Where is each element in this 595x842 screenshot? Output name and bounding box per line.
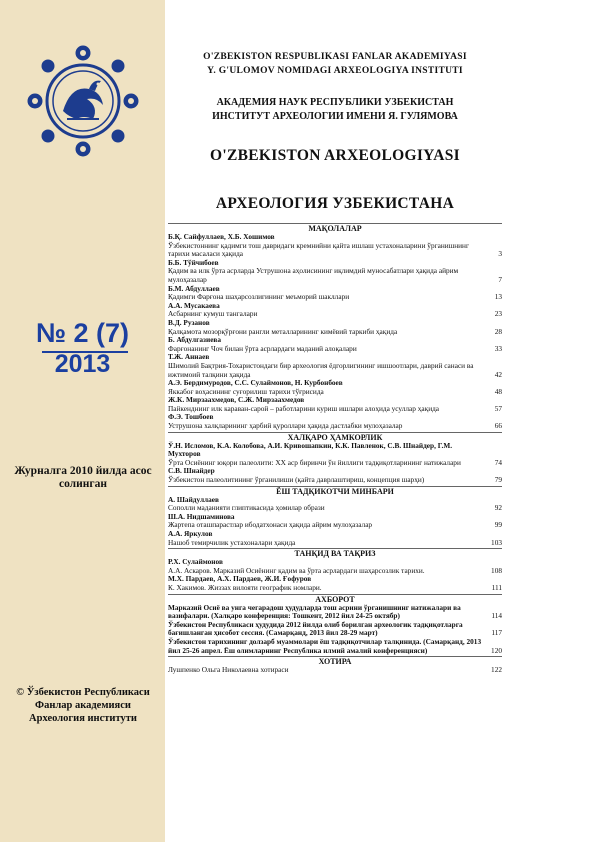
contents-entry (168, 638, 502, 655)
contents-entry (168, 575, 502, 592)
section-heading: ХАЛҚАРО ҲАМКОРЛИК (168, 432, 502, 442)
entry-title: К. Хакимов. Жиззах вилояти географик номлари. (168, 582, 322, 592)
contents-entry (168, 558, 502, 575)
institution-latin-1: O'ZBEKISTON RESPUBLIKASI FANLAR AKADEMIYASI (203, 52, 467, 62)
contents-entry (168, 666, 502, 675)
entry-page-number: 120 (491, 645, 502, 655)
copyright-note: © Ўзбекистон Республикаси Фанлар академияси Археология институти (16, 687, 150, 724)
entry-title: Пайкенднинг илк караван-сарой – работларини куриш ишлари алоҳида усуллар ҳақида (168, 403, 440, 413)
entry-page-number: 103 (491, 537, 502, 547)
entry-title: Ўрта Осиёнинг юқори палеолити: ХХ аср биринчи ўн йиллиги тадқиқотларининг натижалари (168, 457, 461, 467)
contents-entry (168, 530, 502, 547)
entry-page-number: 74 (494, 457, 502, 467)
entry-title: Шимолий Бақтрия-Тохаристондаги бир археология ёдгорлигининг ишшоотлари, даврий санаси ва ижтимоий талқини ҳақида (168, 360, 474, 379)
entry-title: Ўзбекистоннинг қадимги тош давридаги кремнийни қайта ишлаш устахоналарини ўрганишнинг тарихи масаласи ҳақида (168, 240, 469, 259)
entry-title: Қадим ва илк ўрта асрларда Уструшона аҳолисининг иқлимдий муносабатлари ҳақида айрим мулоҳазалар (168, 266, 459, 284)
section-heading: МАҚОЛАЛАР (168, 223, 502, 233)
table-of-contents (168, 222, 502, 675)
contents-entry (168, 513, 502, 530)
entry-title: Қалқамота мозорқўрғони рангли металларининг кимёвий таркиби ҳақида (168, 326, 398, 336)
entry-authors: Ж.К. Мирзаахмедов, С.Ж. Мирзаахмедов (168, 395, 305, 405)
section-heading: АХБОРОТ (168, 594, 502, 604)
entry-title: Марказий Осиё ва унга чегарадош ҳудудларда тош асрини ўрганишнинг натижалари ва вазифалари. (Халқаро конференция: Тошкент, 2012 йил 24-25 октябр) (168, 602, 461, 621)
entry-authors: А. Шайдуллаев (168, 494, 219, 504)
entry-authors: А.А. Мусакаева (168, 300, 220, 310)
contents-entry (168, 233, 502, 259)
entry-page-number: 122 (491, 665, 502, 675)
entry-title: Ўзбекистон тарихининг долзарб муаммолари ёш тадқиқотчилар талқинида. (Самарқанд, 2013 йил 25-26 апрел. Ёш олимларнинг Республика илмий амалий конференцияси) (168, 636, 482, 655)
entry-title: А.А. Аскаров. Марказий Осиёнинг қадим ва ўрта асрлардаги шаҳарсозлик тарихи. (168, 565, 425, 575)
contents-entry (168, 496, 502, 513)
entry-authors: С.В. Шнайдер (168, 466, 215, 476)
section-heading: ЁШ ТАДҚИКОТЧИ МИНБАРИ (168, 486, 502, 496)
contents-entry (168, 413, 502, 430)
entry-page-number: 114 (491, 611, 502, 621)
entry-authors: Б. Абдулгазиева (168, 335, 222, 345)
section-heading: ХОТИРА (168, 656, 502, 666)
entry-authors: В.Д. Рузанов (168, 317, 210, 327)
journal-title-russian: АРХЕОЛОГИЯ УЗБЕКИСТАНА (215, 195, 455, 212)
entry-page-number: 3 (498, 249, 502, 259)
contents-entry (168, 302, 502, 319)
entry-page-number: 108 (491, 565, 502, 575)
section-heading: ТАНҚИД ВА ТАҚРИЗ (168, 548, 502, 558)
founded-note: Журналга 2010 йилда асос солинган (14, 465, 152, 490)
contents-entry (168, 621, 502, 638)
entry-page-number: 23 (494, 309, 502, 319)
institution-russian-2: ИНСТИТУТ АРХЕОЛОГИИ ИМЕНИ Я. ГУЛЯМОВА (212, 111, 458, 122)
entry-title: Жартепа оташпарастлар ибодатхонаси ҳақида айрим мулоҳазалар (168, 520, 373, 530)
entry-page-number: 92 (494, 503, 502, 513)
entry-title: Ўзбекистон Республикаси ҳудудида 2012 йилда олиб борилган археологик тадқиқотларга бағишланган ҳисобот сессия. (Самарқанд, 2013 йил 28-29 март) (168, 619, 463, 638)
entry-authors: Ш.А. Нидшаминова (168, 511, 235, 521)
entry-authors: Р.Х. Сулаймонов (168, 557, 223, 567)
entry-authors: Ф.Э. Тошбоев (168, 412, 214, 422)
entry-title: Фарғонанинг Чоч билан ўрта асрлардаги маданий алоқалари (168, 343, 357, 353)
entry-authors: А.А. Яркулов (168, 529, 213, 538)
entry-page-number: 111 (491, 582, 502, 592)
sidebar (0, 0, 165, 842)
institution-latin-2: Y. G'ULOMOV NOMIDAGI ARXEOLOGIYA INSTITUTI (207, 66, 463, 76)
contents-entry (168, 442, 502, 468)
entry-page-number: 33 (494, 343, 502, 353)
entry-authors: Т.Ж. Аннаев (168, 352, 210, 362)
journal-title-latin: O'ZBEKISTON ARXEOLOGIYASI (210, 147, 460, 164)
entry-page-number: 42 (494, 369, 502, 379)
entry-authors: Б.Қ. Сайфуллаев, Х.Б. Хошимов (168, 232, 275, 241)
entry-title: Нашоб темирчилик устахоналари ҳақида (168, 537, 296, 547)
entry-authors: Б.М. Абдуллаев (168, 283, 220, 293)
entry-title: Асбарнинг кумуш тангалари (168, 309, 258, 319)
contents-entry (168, 467, 502, 484)
entry-page-number: 48 (494, 386, 502, 396)
contents-entry (168, 379, 502, 396)
issue-number: № 2 (7) (35, 318, 130, 348)
issue-year: 2013 (54, 350, 111, 378)
entry-title: Лушпенко Ольга Николаевна хотираси (168, 665, 289, 675)
contents-entry (168, 396, 502, 413)
entry-page-number: 66 (494, 421, 502, 431)
contents-entry (168, 319, 502, 336)
entry-page-number: 7 (498, 274, 502, 284)
contents-entry (168, 353, 502, 379)
entry-page-number: 99 (494, 520, 502, 530)
entry-page-number: 79 (494, 475, 502, 485)
contents-entry (168, 285, 502, 302)
entry-authors: М.Х. Пардаев, А.Х. Пардаев, Ж.И. Ғофуров (168, 574, 312, 584)
entry-title: Ўзбекистон палеолитининг ўрганилиши (қайта даврлаштириш, концепция шарҳи) (168, 475, 425, 485)
entry-title: Яккабоғ воҳасининг суғорилиш тарихи тўғрисида (168, 386, 324, 396)
entry-title: Уструшона халқларининг ҳарбий қуроллари ҳақида дастлабки мулоҳазалар (168, 421, 403, 431)
entry-title: Сополли маданияти глиптикасида ҳомилар образи (168, 503, 325, 513)
entry-page-number: 13 (494, 292, 502, 302)
contents-entry (168, 604, 502, 621)
entry-authors: А.Э. Бердимуродов, С.С. Сулаймонов, Н. Курбонбоев (168, 378, 343, 388)
entry-page-number: 57 (494, 403, 502, 413)
entry-page-number: 28 (494, 326, 502, 336)
contents-entry (168, 259, 502, 285)
institution-russian-1: АКАДЕМИЯ НАУК РЕСПУБЛИКИ УЗБЕКИСТАН (216, 97, 454, 108)
emblem-logo (27, 45, 139, 157)
entry-page-number: 117 (491, 628, 502, 638)
entry-title: Қадимги Фарғона шаҳарсозлигининг меъморий шакллари (168, 292, 350, 302)
entry-authors: Б.Б. Тўйчибоев (168, 257, 219, 267)
contents-entry (168, 336, 502, 353)
entry-authors: Ў.Н. Исломов, К.А. Колобова, А.И. Кривошапкин, К.К. Павленок, С.В. Шнайдер, Г.М. Мухторов (168, 440, 453, 459)
